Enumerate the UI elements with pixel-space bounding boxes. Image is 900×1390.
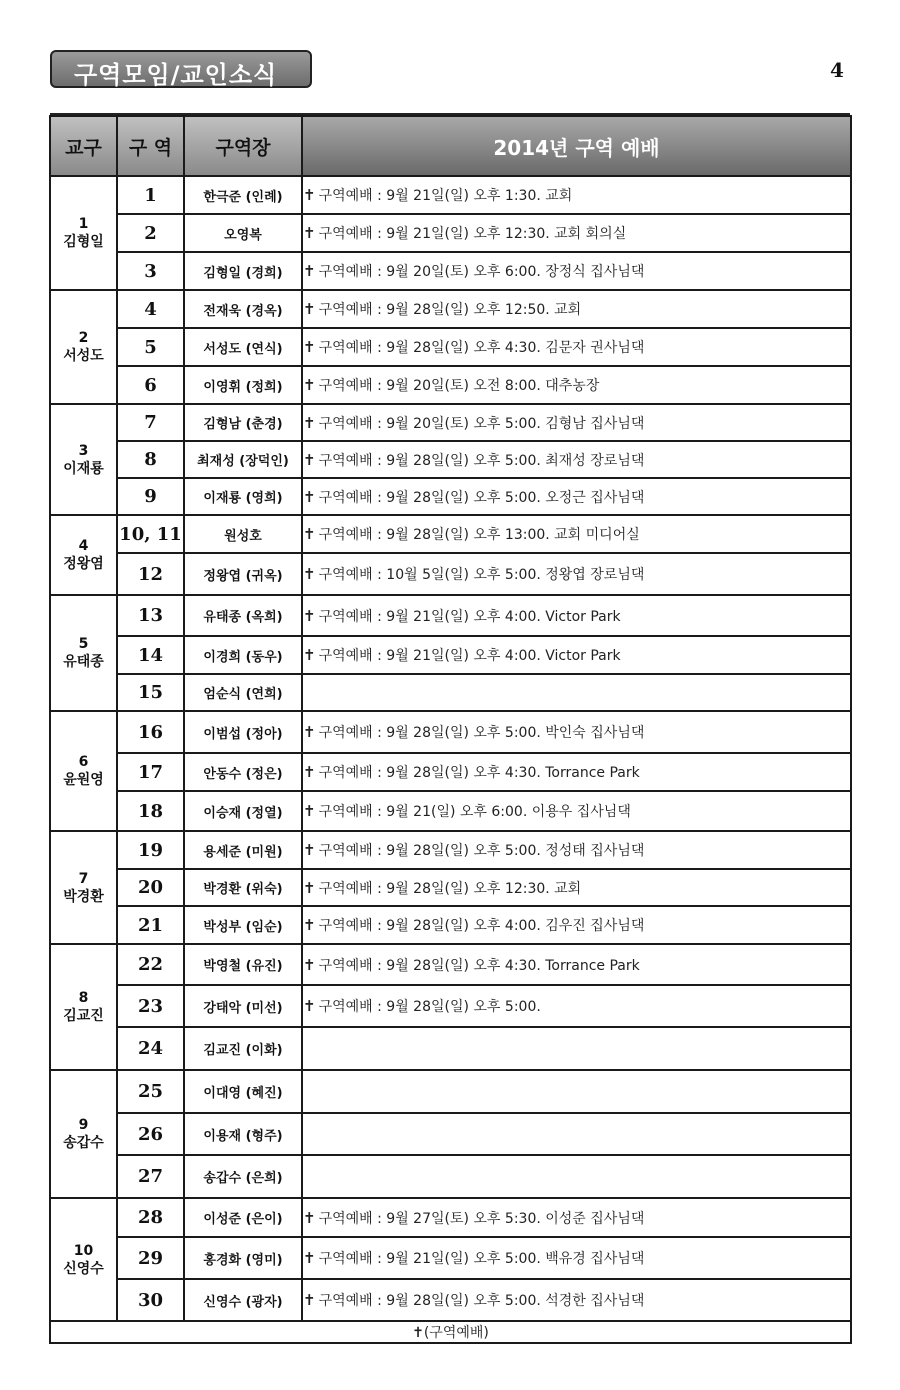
district-number: 3: [117, 252, 184, 290]
table-row: [50, 711, 851, 753]
cross-icon: ✝: [303, 997, 316, 1015]
district-number: 5: [117, 328, 184, 366]
district-leader: 신영수 (광자): [184, 1279, 302, 1321]
schedule-cell: [302, 1279, 851, 1321]
schedule-text: 구역예배 : 9월 28일(일) 오후 13:00. 교회 미디어실: [318, 527, 640, 543]
schedule-cell: [302, 366, 851, 404]
cross-icon: ✝: [303, 300, 316, 318]
parish-number: 4: [78, 538, 89, 554]
cross-icon: ✝: [303, 262, 316, 280]
district-leader: 최재성 (장덕인): [184, 441, 302, 478]
cross-icon: ✝: [303, 525, 316, 543]
schedule-cell: [302, 711, 851, 753]
table-row: [50, 441, 851, 478]
schedule-cell: [302, 441, 851, 478]
parish-cell: [50, 1198, 117, 1321]
district-leader: 정왕엽 (귀옥): [184, 553, 302, 595]
district-number: 26: [117, 1113, 184, 1155]
district-leader: 이승재 (정열): [184, 791, 302, 831]
schedule-text: 구역예배 : 9월 21일(일) 오후 1:30. 교회: [318, 188, 573, 204]
table-row: [50, 869, 851, 906]
district-leader: 이대영 (혜진): [184, 1070, 302, 1113]
schedule-text: 구역예배 : 9월 21일(일) 오후 4:00. Victor Park: [318, 608, 621, 625]
parish-number: 1: [78, 216, 89, 232]
district-leader: 이성준 (은이): [184, 1198, 302, 1237]
schedule-cell: [302, 252, 851, 290]
table-row: [50, 1070, 851, 1113]
schedule-cell: [302, 1070, 851, 1113]
table-row: [50, 1155, 851, 1198]
schedule-text: 구역예배 : 9월 28일(일) 오후 4:30. Torrance Park: [318, 765, 640, 781]
schedule-cell: [302, 985, 851, 1027]
district-number: 10, 11: [117, 515, 184, 553]
schedule-text: 구역예배 : 9월 21(일) 오후 6:00. 이용우 집사님댁: [318, 804, 631, 820]
district-number: 4: [117, 290, 184, 328]
parish-number: 9: [78, 1117, 89, 1133]
district-leader: 강태악 (미선): [184, 985, 302, 1027]
cross-icon: ✝: [303, 338, 316, 356]
schedule-text: 구역예배 : 9월 28일(일) 오후 4:00. 김우진 집사님댁: [318, 918, 645, 934]
parish-cell: [50, 831, 117, 944]
district-number: 27: [117, 1155, 184, 1198]
schedule-text: 구역예배 : 9월 28일(일) 오후 4:30. Torrance Park: [318, 957, 640, 974]
table-row: [50, 944, 851, 985]
district-leader: 홍경화 (영미): [184, 1237, 302, 1279]
district-number: 28: [117, 1198, 184, 1237]
cross-icon: ✝: [303, 606, 316, 625]
district-leader: 엄순식 (연희): [184, 674, 302, 711]
district-leader: 송갑수 (은희): [184, 1155, 302, 1198]
district-leader: 이범섭 (정아): [184, 711, 302, 753]
schedule-cell: [302, 906, 851, 944]
district-schedule-table: [49, 115, 852, 1344]
parish-cell: [50, 944, 117, 1070]
parish-number: 8: [78, 990, 89, 1006]
district-number: 20: [117, 869, 184, 906]
schedule-cell: [302, 791, 851, 831]
district-leader: 김형일 (경희): [184, 252, 302, 290]
district-number: 30: [117, 1279, 184, 1321]
section-header: [50, 50, 312, 88]
district-number: 18: [117, 791, 184, 831]
col-header-district: 구 역: [117, 116, 184, 176]
schedule-text: 구역예배 : 9월 28일(일) 오후 12:50. 교회: [318, 302, 582, 318]
schedule-cell: [302, 478, 851, 515]
schedule-cell: [302, 214, 851, 252]
cross-icon: ✝: [303, 1208, 316, 1227]
district-number: 24: [117, 1027, 184, 1070]
schedule-text: 구역예배 : 9월 28일(일) 오후 5:00. 최재성 장로님댁: [318, 452, 645, 469]
schedule-cell: [302, 290, 851, 328]
district-number: 29: [117, 1237, 184, 1279]
district-leader: 이재룡 (영희): [184, 478, 302, 515]
parish-leader: 송갑수: [63, 1135, 104, 1151]
schedule-text: 구역예배 : 9월 21일(일) 오후 12:30. 교회 회의실: [318, 226, 627, 242]
district-leader: 유태종 (옥희): [184, 595, 302, 636]
table-row: [50, 252, 851, 290]
schedule-cell: [302, 404, 851, 441]
cross-icon: ✝: [303, 916, 316, 934]
parish-leader: 서성도: [63, 348, 104, 364]
schedule-text: 구역예배 : 9월 28일(일) 오후 5:00. 박인숙 집사님댁: [318, 725, 645, 741]
schedule-text: 구역예배 : 9월 28일(일) 오후 4:30. 김문자 권사님댁: [318, 340, 645, 356]
schedule-cell: [302, 674, 851, 711]
parish-cell: [50, 711, 117, 831]
schedule-cell: [302, 176, 851, 214]
cross-icon: ✝: [303, 878, 316, 897]
parish-leader: 신영수: [63, 1260, 104, 1277]
district-leader: 서성도 (연식): [184, 328, 302, 366]
parish-leader: 김교진: [63, 1008, 104, 1024]
schedule-cell: [302, 1237, 851, 1279]
footer-note: [50, 1321, 851, 1343]
table-row: [50, 1198, 851, 1237]
district-number: 16: [117, 711, 184, 753]
district-leader: 이영휘 (정희): [184, 366, 302, 404]
schedule-text: 구역예배 : 9월 28일(일) 오후 5:00. 오정근 집사님댁: [318, 489, 645, 506]
schedule-text: 구역예배 : 9월 21일(일) 오후 4:00. Victor Park: [318, 648, 621, 664]
table-row: [50, 290, 851, 328]
district-leader: 김형남 (춘경): [184, 404, 302, 441]
schedule-cell: [302, 753, 851, 791]
cross-icon: ✝: [303, 763, 316, 781]
district-leader: 용세준 (미원): [184, 831, 302, 869]
schedule-cell: [302, 869, 851, 906]
parish-number: 7: [78, 870, 89, 887]
table-row: [50, 753, 851, 791]
schedule-text: 구역예배 : 9월 28일(일) 오후 12:30. 교회: [318, 880, 582, 897]
table-row: [50, 1027, 851, 1070]
table-row: [50, 906, 851, 944]
table-row: [50, 674, 851, 711]
district-number: 12: [117, 553, 184, 595]
schedule-text: 구역예배 : 9월 28일(일) 오후 5:00. 정성태 집사님댁: [318, 843, 645, 859]
cross-icon: ✝: [303, 1249, 316, 1267]
district-number: 8: [117, 441, 184, 478]
schedule-text: 구역예배 : 9월 27일(토) 오후 5:30. 이성준 집사님댁: [318, 1210, 645, 1227]
schedule-text: 구역예배 : 9월 20일(토) 오후 5:00. 김형남 집사님댁: [318, 415, 645, 432]
parish-leader: 이재룡: [63, 460, 104, 477]
parish-number: 10: [73, 1242, 94, 1259]
schedule-cell: [302, 944, 851, 985]
table-row: [50, 636, 851, 674]
district-number: 13: [117, 595, 184, 636]
district-number: 7: [117, 404, 184, 441]
district-leader: 박성부 (임순): [184, 906, 302, 944]
table-row: [50, 366, 851, 404]
district-leader: 박경환 (위숙): [184, 869, 302, 906]
schedule-cell: [302, 1113, 851, 1155]
table-row: [50, 791, 851, 831]
cross-icon: ✝: [303, 186, 316, 204]
district-leader: 원성호: [184, 515, 302, 553]
table-footer-row: [50, 1321, 851, 1343]
parish-number: 2: [78, 330, 89, 346]
cross-icon: ✝: [303, 487, 316, 506]
parish-leader: 정왕염: [63, 556, 104, 572]
schedule-cell: [302, 636, 851, 674]
parish-cell: [50, 290, 117, 404]
district-leader: 전재욱 (경옥): [184, 290, 302, 328]
district-leader: 이경희 (동우): [184, 636, 302, 674]
schedule-text: 구역예배 : 9월 21일(일) 오후 5:00. 백유경 집사님댁: [318, 1251, 645, 1267]
district-number: 2: [117, 214, 184, 252]
parish-cell: [50, 1070, 117, 1198]
schedule-cell: [302, 1155, 851, 1198]
district-number: 14: [117, 636, 184, 674]
district-number: 21: [117, 906, 184, 944]
schedule-cell: [302, 1198, 851, 1237]
district-number: 23: [117, 985, 184, 1027]
district-number: 17: [117, 753, 184, 791]
table-row: [50, 1237, 851, 1279]
schedule-cell: [302, 595, 851, 636]
parish-leader: 유태종: [63, 654, 104, 670]
schedule-text: 구역예배 : 10월 5일(일) 오후 5:00. 정왕엽 장로님댁: [318, 567, 645, 583]
section-title: 구역모임/교인소식: [74, 61, 278, 89]
district-number: 19: [117, 831, 184, 869]
schedule-cell: [302, 831, 851, 869]
parish-cell: [50, 595, 117, 711]
cross-icon: ✝: [303, 723, 316, 741]
district-leader: 이용재 (형주): [184, 1113, 302, 1155]
table-row: [50, 831, 851, 869]
cross-icon: ✝: [303, 450, 316, 469]
schedule-text: 구역예배 : 9월 28일(일) 오후 5:00. 석경한 집사님댁: [318, 1293, 645, 1309]
schedule-text: 구역예배 : 9월 28일(일) 오후 5:00.: [318, 999, 541, 1015]
parish-leader: 윤원영: [63, 772, 104, 788]
district-leader: 김교진 (이화): [184, 1027, 302, 1070]
parish-cell: [50, 515, 117, 595]
table-row: [50, 176, 851, 214]
col-header-parish: 교구: [50, 116, 117, 176]
col-header-leader: 구역장: [184, 116, 302, 176]
district-leader: 박영철 (유진): [184, 944, 302, 985]
district-leader: 오영복: [184, 214, 302, 252]
parish-cell: [50, 404, 117, 515]
schedule-cell: [302, 553, 851, 595]
table-row: [50, 1279, 851, 1321]
cross-icon: ✝: [303, 376, 316, 394]
parish-number: 6: [78, 754, 89, 770]
table-row: [50, 214, 851, 252]
cross-icon: ✝: [303, 841, 316, 859]
schedule-cell: [302, 515, 851, 553]
parish-number: 5: [78, 636, 89, 652]
parish-leader: 박경환: [63, 888, 104, 905]
cross-icon: ✝: [303, 413, 316, 432]
cross-icon: ✝: [303, 955, 316, 974]
district-number: 1: [117, 176, 184, 214]
table-row: [50, 404, 851, 441]
schedule-cell: [302, 1027, 851, 1070]
cross-icon: ✝: [303, 646, 316, 664]
table-header-row: [50, 116, 851, 176]
table-row: [50, 595, 851, 636]
schedule-text: 구역예배 : 9월 20일(토) 오전 8:00. 대추농장: [318, 378, 600, 394]
page-number: 4: [830, 58, 844, 82]
district-number: 15: [117, 674, 184, 711]
district-leader: 안동수 (정은): [184, 753, 302, 791]
table-row: [50, 478, 851, 515]
schedule-text: 구역예배 : 9월 20일(토) 오후 6:00. 장정식 집사님댁: [318, 264, 645, 280]
schedule-cell: [302, 328, 851, 366]
parish-leader: 김형일: [63, 234, 104, 250]
cross-icon: ✝: [303, 224, 316, 242]
table-row: [50, 328, 851, 366]
col-header-schedule: 2014년 구역 예배: [302, 116, 851, 176]
table-row: [50, 985, 851, 1027]
cross-icon: ✝: [412, 1325, 424, 1341]
district-leader: 한극준 (인례): [184, 176, 302, 214]
cross-icon: ✝: [303, 565, 316, 583]
parish-cell: [50, 176, 117, 290]
district-number: 25: [117, 1070, 184, 1113]
table-row: [50, 1113, 851, 1155]
district-number: 22: [117, 944, 184, 985]
parish-number: 3: [78, 442, 89, 459]
district-number: 9: [117, 478, 184, 515]
footer-text: (구역예배): [423, 1325, 489, 1341]
table-row: [50, 515, 851, 553]
table-row: [50, 553, 851, 595]
cross-icon: ✝: [303, 1291, 316, 1309]
district-number: 6: [117, 366, 184, 404]
cross-icon: ✝: [303, 802, 316, 820]
